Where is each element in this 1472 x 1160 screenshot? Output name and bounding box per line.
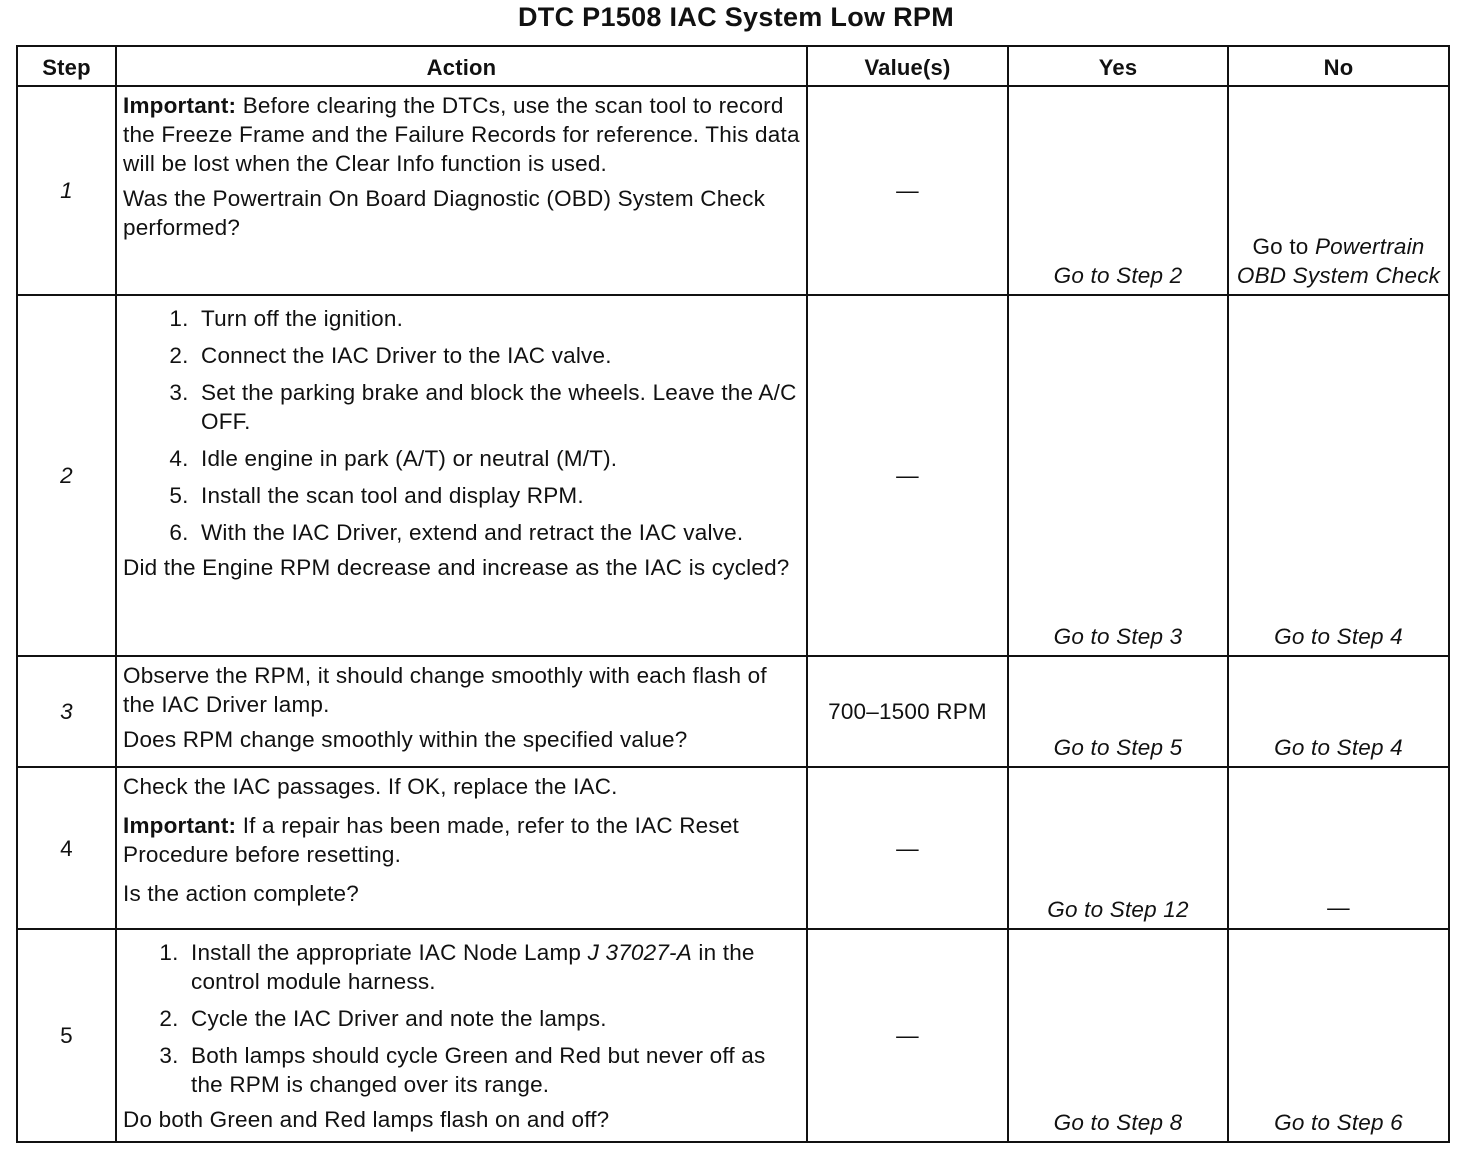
header-values: Value(s) [807, 46, 1008, 86]
important-text: If a repair has been made, refer to the IAC Reset Procedure before resetting. [123, 813, 740, 867]
no-prefix: Go to [1252, 234, 1315, 259]
no-target: Powertrain OBD System Check [1236, 234, 1441, 288]
no-cell: — [1228, 767, 1449, 929]
action-cell [116, 656, 807, 767]
value-cell: — [807, 86, 1008, 295]
action-cell [116, 767, 807, 929]
yes-cell: Go to Step 2 [1008, 86, 1228, 295]
diagnostic-table [16, 45, 1450, 1143]
table-row [17, 929, 1449, 1142]
action-cell [116, 295, 807, 656]
yes-cell: Go to Step 8 [1008, 929, 1228, 1142]
header-action: Action [116, 46, 807, 86]
table-row [17, 86, 1449, 295]
list-item: 3. Both lamps should cycle Green and Red but never off as the RPM is changed over its range. [185, 1041, 800, 1099]
procedure-list [123, 304, 800, 547]
action-cell [116, 86, 807, 295]
action-question: Does RPM change smoothly within the specified value? [123, 727, 688, 752]
important-label: Important: [123, 93, 237, 118]
no-cell [1228, 86, 1449, 295]
table-row [17, 656, 1449, 767]
list-item: 2. Connect the IAC Driver to the IAC valve. [195, 341, 800, 370]
item-text: Install the appropriate IAC Node Lamp [191, 940, 588, 965]
list-item: 5. Install the scan tool and display RPM. [195, 481, 800, 510]
important-text: Before clearing the DTCs, use the scan tool to record the Freeze Frame and the Failure Records for reference. This data will be lost when the Clear Info function is used. [123, 93, 800, 176]
step-number: 4 [17, 767, 116, 929]
action-text: Observe the RPM, it should change smoothly with each flash of the IAC Driver lamp. [123, 663, 767, 717]
table-row [17, 767, 1449, 929]
list-item: 3. Set the parking brake and block the wheels. Leave the A/C OFF. [195, 378, 800, 436]
action-question: Do both Green and Red lamps flash on and off? [123, 1107, 610, 1132]
list-item [185, 938, 800, 996]
value-cell: — [807, 767, 1008, 929]
document-title: DTC P1508 IAC System Low RPM [517, 2, 954, 32]
yes-cell: Go to Step 12 [1008, 767, 1228, 929]
list-item: 4. Idle engine in park (A/T) or neutral (M/T). [195, 444, 800, 473]
action-text: Check the IAC passages. If OK, replace the IAC. [123, 774, 618, 799]
step-number: 1 [17, 86, 116, 295]
tool-number: J 37027-A [587, 940, 692, 965]
important-note [123, 811, 800, 869]
value-cell: — [807, 295, 1008, 656]
list-item: 6. With the IAC Driver, extend and retract the IAC valve. [195, 518, 800, 547]
item-text: in the control module harness. [191, 940, 755, 994]
header-row [17, 46, 1449, 86]
header-yes: Yes [1008, 46, 1228, 86]
action-question: Did the Engine RPM decrease and increase as the IAC is cycled? [123, 555, 790, 580]
header-no: No [1228, 46, 1449, 86]
procedure-list [123, 938, 800, 1099]
value-cell: — [807, 929, 1008, 1142]
yes-cell: Go to Step 5 [1008, 656, 1228, 767]
yes-cell: Go to Step 3 [1008, 295, 1228, 656]
value-cell: 700–1500 RPM [807, 656, 1008, 767]
important-note [123, 91, 800, 178]
action-question: Is the action complete? [123, 881, 359, 906]
no-cell: Go to Step 4 [1228, 295, 1449, 656]
step-number: 5 [17, 929, 116, 1142]
no-cell: Go to Step 6 [1228, 929, 1449, 1142]
action-cell [116, 929, 807, 1142]
no-cell: Go to Step 4 [1228, 656, 1449, 767]
list-item: 2. Cycle the IAC Driver and note the lamps. [185, 1004, 800, 1033]
step-number: 2 [17, 295, 116, 656]
table-row [17, 295, 1449, 656]
action-question: Was the Powertrain On Board Diagnostic (OBD) System Check performed? [123, 186, 766, 240]
list-item: 1. Turn off the ignition. [195, 304, 800, 333]
important-label: Important: [123, 813, 237, 838]
header-step: Step [17, 46, 116, 86]
step-number: 3 [17, 656, 116, 767]
